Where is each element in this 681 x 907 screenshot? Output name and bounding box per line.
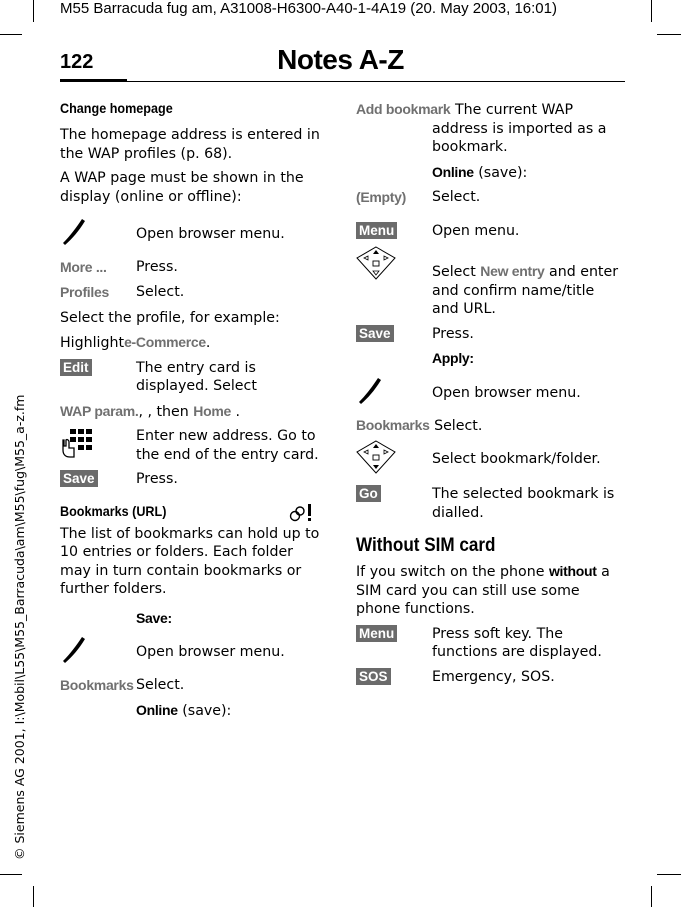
step-text: Emergency, SOS. (432, 668, 555, 685)
paragraph (356, 416, 624, 436)
section-heading-change-homepage: Change homepage (60, 100, 173, 116)
paragraph (356, 562, 624, 619)
instruction-row (356, 349, 624, 369)
softkey-go: Go (356, 485, 381, 502)
instruction-row (356, 100, 624, 157)
instruction-row (60, 258, 325, 278)
softkey-menu: Menu (356, 222, 397, 239)
step-text: Open browser menu. (136, 226, 285, 242)
step-text: Press. (136, 258, 178, 275)
connector-text: . (230, 403, 240, 420)
instruction-row (60, 676, 325, 696)
menu-item-profiles: Profiles (60, 284, 109, 300)
instruction-row (356, 625, 624, 662)
paragraph-text: a SIM card you can still use some phone functions. (356, 564, 610, 617)
crop-mark (0, 874, 22, 875)
step-text: (save): (473, 164, 528, 181)
highlight-prefix: Highlight (60, 335, 125, 351)
step-text: Select. (432, 189, 481, 205)
section-heading-bookmarks: Bookmarks (URL) (60, 502, 167, 519)
step-text: (save): (177, 703, 232, 719)
softkey-save: Save (60, 470, 98, 487)
header-rule (126, 81, 625, 82)
softkey-edit: Edit (60, 359, 92, 376)
emphasis-without: without (548, 563, 597, 579)
step-text: Select. (136, 676, 185, 693)
crop-mark (33, 886, 34, 907)
step-text: Select bookmark/folder. (432, 450, 601, 467)
phone-handset-icon (60, 216, 86, 246)
instruction-row (60, 701, 325, 721)
menu-item-add-bookmark: Add bookmark (356, 101, 451, 117)
menu-item-empty: (Empty) (356, 189, 407, 205)
instruction-row (356, 325, 624, 344)
step-text: Select. (136, 284, 185, 300)
instruction-row (356, 440, 624, 480)
instruction-row (60, 427, 325, 464)
connector-text: , , then (138, 403, 194, 420)
paragraph (60, 402, 325, 422)
paragraph: Select the profile, for example: (60, 309, 280, 326)
instruction-row (60, 632, 325, 670)
instruction-row (356, 163, 624, 183)
instruction-row (60, 359, 325, 396)
step-text: The selected bookmark is dialled. (432, 486, 615, 521)
right-column (356, 100, 624, 686)
step-text: The entry card is displayed. Select (136, 359, 257, 394)
instruction-row (356, 246, 624, 319)
softkey-sos: SOS (356, 668, 391, 685)
menu-item-bookmarks: Bookmarks (60, 676, 134, 693)
section-heading-without-sim: Without SIM card (356, 535, 496, 556)
print-header: M55 Barracuda fug am, A31008-H6300-A40-1-4A19 (20. May 2003, 16:01) (60, 0, 557, 17)
highlight-suffix: . (205, 335, 211, 351)
crop-mark (651, 886, 652, 907)
sub-label-save: Save: (136, 609, 172, 626)
step-text: Select. (429, 418, 483, 434)
keypad-icon (60, 428, 92, 458)
crop-mark (657, 874, 681, 875)
step-text: Press. (136, 471, 178, 487)
paragraph: The list of bookmarks can hold up to 10 entries or folders. Each folder may in turn contain bookmarks or further folders. (60, 525, 320, 597)
navigation-key-icon (356, 440, 396, 474)
section-header-row (60, 503, 325, 523)
menu-item-new-entry: New entry (480, 263, 545, 279)
network-service-icon (289, 503, 315, 523)
instruction-row (60, 609, 325, 629)
instruction-row (60, 470, 325, 489)
step-text: Open browser menu. (136, 644, 285, 660)
paragraph: The homepage address is entered in the WAP profiles (p. 68). (60, 127, 320, 162)
instruction-row (356, 188, 624, 208)
phone-handset-icon (356, 375, 382, 405)
instruction-row (356, 373, 624, 411)
instruction-row (356, 222, 624, 241)
paragraph (60, 333, 325, 353)
step-text: Press. (432, 325, 474, 342)
profile-name: e-Commerce (124, 334, 206, 350)
header-rule-thick (60, 79, 127, 82)
step-text: Select (432, 264, 481, 280)
menu-item-home: Home (193, 402, 231, 419)
instruction-row (356, 668, 624, 687)
crop-mark (657, 34, 681, 35)
menu-item-wap-param: WAP param. (60, 402, 139, 419)
menu-item-online: Online (432, 163, 474, 180)
page-number: 122 (60, 51, 94, 73)
step-text: Open menu. (432, 222, 520, 239)
step-text: Enter new address. Go to the end of the entry card. (136, 428, 319, 463)
instruction-row (60, 283, 325, 303)
softkey-menu: Menu (356, 625, 397, 642)
instruction-row (356, 485, 624, 522)
phone-handset-icon (60, 634, 86, 664)
crop-mark (33, 0, 34, 22)
page-title: Notes A-Z (277, 44, 404, 75)
menu-item-more: More ... (60, 258, 107, 275)
navigation-key-icon (356, 246, 396, 280)
step-text: The current WAP address is imported as a bookmark. (432, 102, 607, 155)
softkey-save: Save (356, 325, 394, 342)
left-column (60, 100, 325, 721)
crop-mark (0, 34, 22, 35)
instruction-row (60, 214, 325, 252)
step-text: Open browser menu. (432, 384, 581, 401)
crop-mark (651, 0, 652, 22)
menu-item-bookmarks: Bookmarks (356, 417, 430, 433)
paragraph: A WAP page must be shown in the display (online or offline): (60, 170, 304, 205)
sub-label-apply: Apply: (432, 350, 474, 366)
step-text: Press soft key. The functions are displayed. (432, 625, 602, 660)
step-text: and enter and confirm name/title and URL. (432, 264, 619, 317)
paragraph-text: If you switch on the phone (356, 564, 549, 580)
menu-item-online: Online (136, 702, 178, 718)
copyright-path: © Siemens AG 2001, I:\Mobil\L55\M55_Barracuda\am\M55\fug\M55_a-z.fm (12, 394, 27, 860)
